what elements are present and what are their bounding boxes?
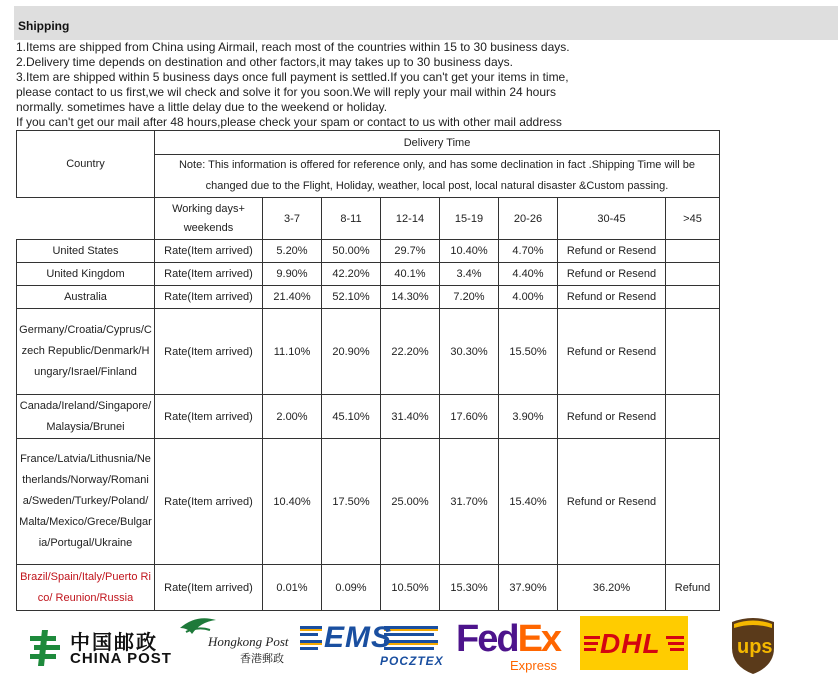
percentage-cell: 0.01% [263, 565, 322, 611]
delivery-time-header: Delivery Time [155, 131, 720, 155]
percentage-cell: 15.40% [499, 439, 558, 565]
range-header: 20-26 [499, 198, 558, 240]
fedex-sub-text: Express [510, 658, 557, 673]
table-row [17, 309, 720, 395]
percentage-cell: 21.40% [263, 286, 322, 309]
note-line: 2.Delivery time depends on destination and other factors,it may takes up to 30 business days. [16, 55, 513, 69]
carrier-logos [0, 608, 838, 687]
percentage-cell: 11.10% [263, 309, 322, 395]
refund-cell: Refund or Resend [558, 286, 666, 309]
working-days-header: Working days+ weekends [155, 198, 263, 240]
hongkong-post-cn-text: 香港郵政 [240, 653, 284, 665]
last-cell [666, 395, 720, 439]
refund-cell: Refund or Resend [558, 240, 666, 263]
note-line: normally. sometimes have a little delay due to the weekend or holiday. [16, 100, 388, 114]
country-cell: Germany/Croatia/Cyprus/Czech Republic/Denmark/Hungary/Israel/Finland [17, 309, 155, 395]
last-cell [666, 240, 720, 263]
refund-cell: Refund or Resend [558, 439, 666, 565]
percentage-cell: 15.50% [499, 309, 558, 395]
percentage-cell: 0.09% [322, 565, 381, 611]
country-cell: France/Latvia/Lithusnia/Netherlands/Norway/Romania/Sweden/Turkey/Poland/Malta/Mexico/Grece/Bulgaria/Portugal/Ukraine [17, 439, 155, 565]
fedex-fed-text: Fed [456, 618, 518, 660]
rate-cell: Rate(Item arrived) [155, 395, 263, 439]
rate-cell: Rate(Item arrived) [155, 286, 263, 309]
range-header-row [17, 198, 720, 240]
percentage-cell: 10.50% [381, 565, 440, 611]
percentage-cell: 40.1% [381, 263, 440, 286]
dhl-text: DHL [600, 628, 661, 659]
dhl-logo [580, 616, 688, 670]
shipping-notes [16, 40, 836, 130]
percentage-cell: 3.4% [440, 263, 499, 286]
rate-cell: Rate(Item arrived) [155, 309, 263, 395]
page-title: Shipping [18, 19, 70, 33]
table-row [17, 286, 720, 309]
refund-cell: Refund or Resend [558, 309, 666, 395]
percentage-cell: 5.20% [263, 240, 322, 263]
blank-cell [17, 198, 155, 240]
percentage-cell: 9.90% [263, 263, 322, 286]
percentage-cell: 4.00% [499, 286, 558, 309]
refund-cell: Refund or Resend [558, 263, 666, 286]
percentage-cell: 25.00% [381, 439, 440, 565]
table-row [17, 439, 720, 565]
country-header: Country [17, 131, 155, 198]
percentage-cell: 31.40% [381, 395, 440, 439]
percentage-cell: 4.40% [499, 263, 558, 286]
rate-cell: Rate(Item arrived) [155, 240, 263, 263]
last-cell: Refund [666, 565, 720, 611]
china-post-logo [26, 626, 176, 670]
percentage-cell: 10.40% [440, 240, 499, 263]
percentage-cell: 22.20% [381, 309, 440, 395]
percentage-cell: 45.10% [322, 395, 381, 439]
percentage-cell: 42.20% [322, 263, 381, 286]
fedex-ex-text: Ex [517, 618, 561, 660]
range-header: 12-14 [381, 198, 440, 240]
country-cell: United States [17, 240, 155, 263]
reference-note-line-1: Note: This information is offered for reference only, and has some declination in fact .Shipping Time will be [178, 159, 696, 171]
percentage-cell: 50.00% [322, 240, 381, 263]
ups-text: ups [737, 636, 773, 658]
percentage-cell: 4.70% [499, 240, 558, 263]
percentage-cell: 7.20% [440, 286, 499, 309]
percentage-cell: 10.40% [263, 439, 322, 565]
china-post-en-text: CHINA POST [70, 650, 172, 667]
percentage-cell: 17.50% [322, 439, 381, 565]
last-cell [666, 263, 720, 286]
range-header: 30-45 [558, 198, 666, 240]
shipping-header-bar [14, 6, 838, 40]
note-line: please contact to us first,we wil check and solve it for you soon.We will reply your mail within 24 hours [16, 85, 557, 99]
last-cell [666, 439, 720, 565]
reference-note-line-2: changed due to the Flight, Holiday, weather, local post, local natural disaster &Custom passing. [205, 180, 669, 192]
hongkong-post-en-text: Hongkong Post [208, 634, 289, 649]
percentage-cell: 52.10% [322, 286, 381, 309]
table-row [17, 395, 720, 439]
note-line: If you can't get our mail after 48 hours,please check your spam or contact to us with other mail address [16, 115, 562, 129]
percentage-cell: 30.30% [440, 309, 499, 395]
country-cell: Australia [17, 286, 155, 309]
range-header: 15-19 [440, 198, 499, 240]
rate-cell: Rate(Item arrived) [155, 565, 263, 611]
ems-logo [300, 621, 444, 668]
table-row [17, 565, 720, 611]
hongkong-post-logo [178, 614, 296, 670]
ups-logo [728, 614, 778, 676]
note-line: 3.Item are shipped within 5 business days once full payment is settled.If you can't get your items in time, [16, 70, 569, 84]
percentage-cell: 29.7% [381, 240, 440, 263]
percentage-cell: 2.00% [263, 395, 322, 439]
table-row [17, 240, 720, 263]
percentage-cell: 17.60% [440, 395, 499, 439]
country-cell: Canada/Ireland/Singapore/Malaysia/Brunei [17, 395, 155, 439]
refund-cell: Refund or Resend [558, 395, 666, 439]
delivery-time-table [16, 130, 720, 611]
refund-cell: 36.20% [558, 565, 666, 611]
percentage-cell: 3.90% [499, 395, 558, 439]
china-post-emblem-icon [26, 628, 66, 668]
reference-note [155, 155, 720, 198]
country-cell: Brazil/Spain/Italy/Puerto Rico/ Reunion/Russia [17, 565, 155, 611]
note-line: 1.Items are shipped from China using Airmail, reach most of the countries within 15 to 30 business days. [16, 40, 570, 54]
range-header: 3-7 [263, 198, 322, 240]
country-cell: United Kingdom [17, 263, 155, 286]
ems-text: EMS [324, 621, 393, 654]
percentage-cell: 31.70% [440, 439, 499, 565]
rate-cell: Rate(Item arrived) [155, 439, 263, 565]
range-header: >45 [666, 198, 720, 240]
rate-cell: Rate(Item arrived) [155, 263, 263, 286]
last-cell [666, 286, 720, 309]
fedex-logo [456, 618, 566, 674]
range-header: 8-11 [322, 198, 381, 240]
last-cell [666, 309, 720, 395]
percentage-cell: 20.90% [322, 309, 381, 395]
percentage-cell: 15.30% [440, 565, 499, 611]
percentage-cell: 14.30% [381, 286, 440, 309]
table-row [17, 263, 720, 286]
ems-sub-text: POCZTEX [380, 654, 444, 668]
china-post-cn-text: 中国邮政 [70, 632, 158, 654]
percentage-cell: 37.90% [499, 565, 558, 611]
